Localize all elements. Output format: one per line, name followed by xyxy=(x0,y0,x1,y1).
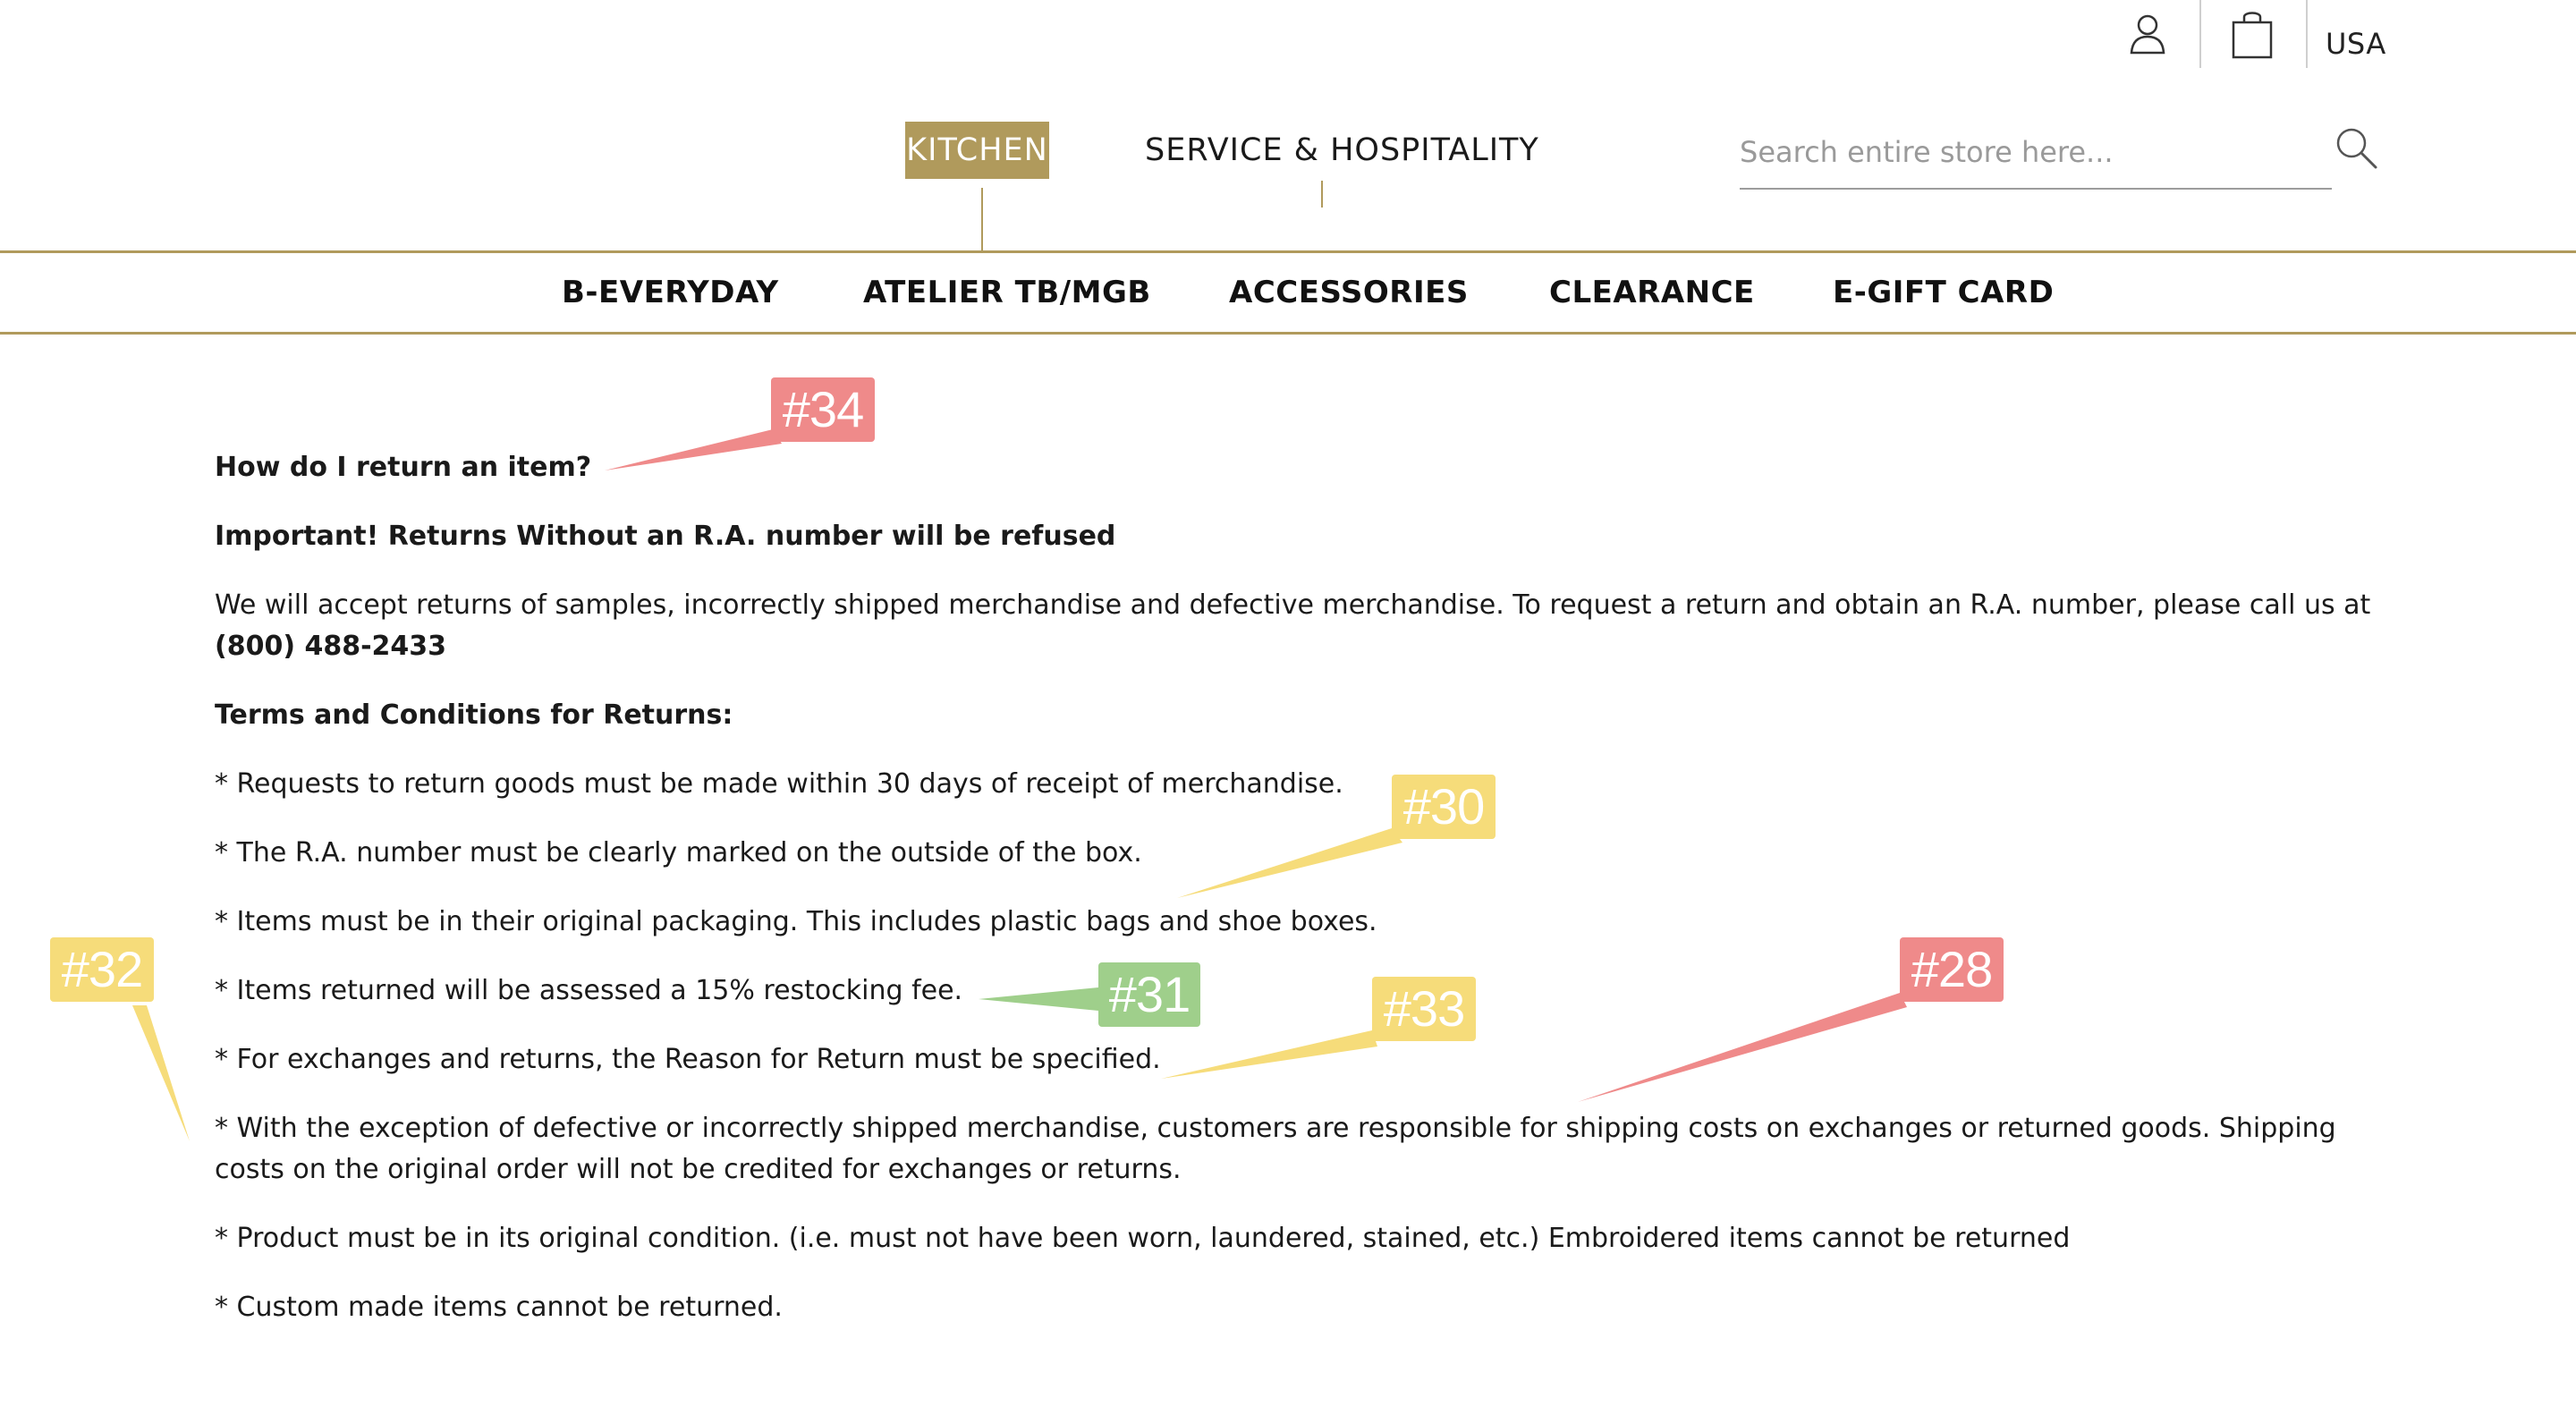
header-divider xyxy=(2199,0,2201,68)
region-selector[interactable]: USA xyxy=(2326,27,2386,61)
term-item: * For exchanges and returns, the Reason for Return must be specified. xyxy=(215,1044,1161,1075)
annotation-pointer-32 xyxy=(132,1005,190,1141)
header-divider xyxy=(2306,0,2308,68)
term-item: * Items returned will be assessed a 15% restocking fee. xyxy=(215,975,963,1006)
term-item: * Product must be in its original condition. (i.e. must not have been worn, laundered, stained, etc.) Embroidered items cannot be returned xyxy=(215,1223,2071,1254)
category-atelier[interactable]: ATELIER TB/MGB xyxy=(863,275,1151,310)
term-item: * Custom made items cannot be returned. xyxy=(215,1292,783,1323)
phone-number: (800) 488-2433 xyxy=(215,631,447,662)
term-item: * Items must be in their original packaging. This includes plastic bags and shoe boxes. xyxy=(215,906,1377,937)
nav-indicator xyxy=(1321,181,1323,208)
search-input[interactable] xyxy=(1740,125,2332,179)
active-nav-indicator xyxy=(981,188,983,250)
annotation-badge-30: #30 xyxy=(1392,775,1496,839)
search-icon xyxy=(2333,124,2379,171)
nav-kitchen[interactable]: KITCHEN xyxy=(905,122,1049,179)
search-button[interactable] xyxy=(2331,123,2381,174)
important-notice: Important! Returns Without an R.A. number will be refused xyxy=(215,521,1116,552)
terms-heading: Terms and Conditions for Returns: xyxy=(215,699,733,731)
category-b-everyday[interactable]: B-EVERYDAY xyxy=(562,275,779,310)
annotation-badge-28: #28 xyxy=(1900,937,2004,1002)
annotation-badge-31: #31 xyxy=(1098,962,1200,1027)
term-item: * Requests to return goods must be made within 30 days of receipt of merchandise. xyxy=(215,768,1343,800)
intro-text: We will accept returns of samples, incorrectly shipped merchandise and defective merchandise. To request a return and obtain an R.A. number, please call us at xyxy=(215,589,2371,621)
category-clearance[interactable]: CLEARANCE xyxy=(1549,275,1755,310)
returns-question: How do I return an item? xyxy=(215,452,592,483)
category-e-gift-card[interactable]: E-GIFT CARD xyxy=(1833,275,2055,310)
returns-content xyxy=(215,447,2379,1356)
nav-service-hospitality[interactable]: SERVICE & HOSPITALITY xyxy=(1145,132,1539,168)
category-accessories[interactable]: ACCESSORIES xyxy=(1229,275,1469,310)
shopping-bag-icon xyxy=(2231,8,2274,60)
term-item: * With the exception of defective or incorrectly shipped merchandise, customers are responsible for shipping costs on exchanges or returned goods. Shipping costs on the original order will not be credited for exchanges or returns. xyxy=(215,1113,2336,1185)
annotation-badge-32: #32 xyxy=(50,937,154,1002)
user-icon xyxy=(2129,13,2166,55)
annotation-badge-34: #34 xyxy=(771,377,875,442)
annotation-badge-33: #33 xyxy=(1372,977,1476,1041)
cart-link[interactable] xyxy=(2215,0,2290,68)
search-box xyxy=(1740,125,2332,190)
account-link[interactable] xyxy=(2111,0,2184,68)
term-item: * The R.A. number must be clearly marked on the outside of the box. xyxy=(215,837,1142,868)
category-nav xyxy=(0,250,2576,335)
returns-intro xyxy=(215,585,2379,667)
